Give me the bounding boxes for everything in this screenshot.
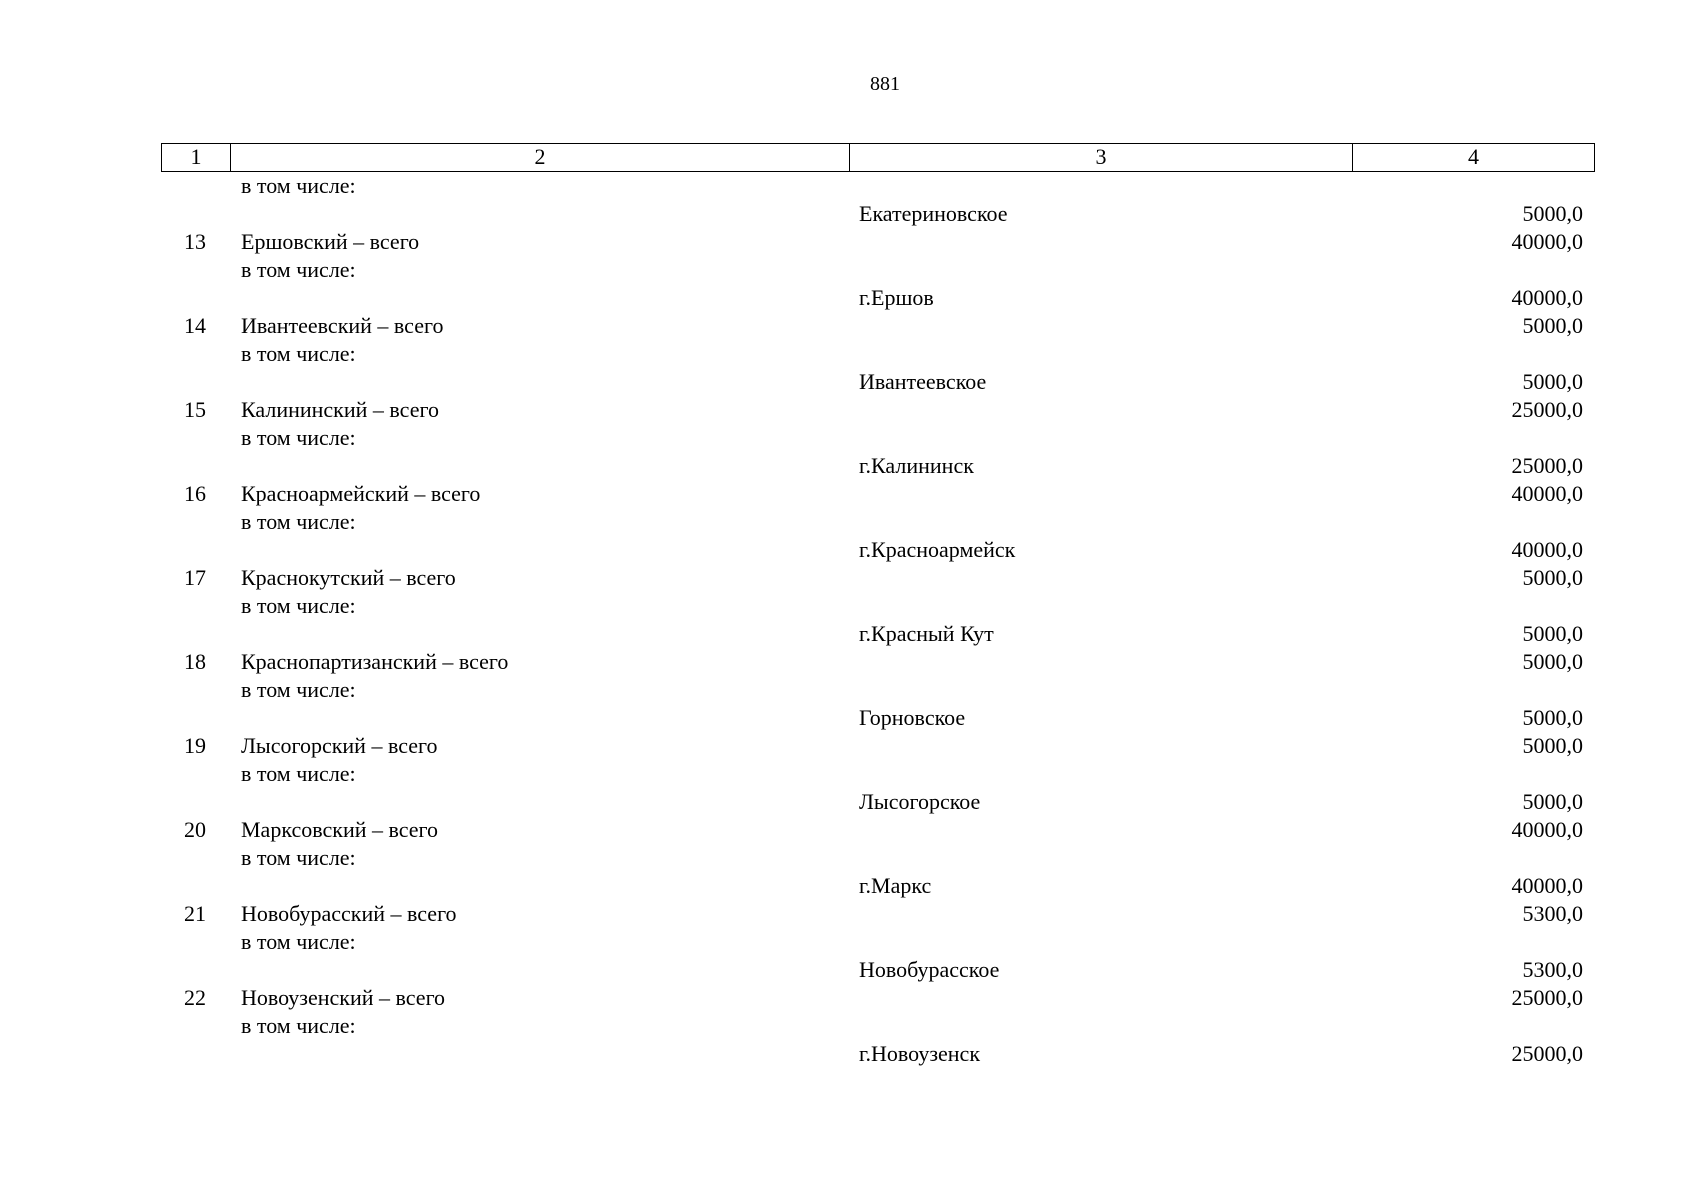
district-name: Краснопартизанский – всего (241, 649, 509, 674)
district-name: Лысогорский – всего (241, 733, 438, 758)
table-row (161, 816, 1595, 844)
district-name: в том числе: (241, 761, 356, 786)
table-row (161, 648, 1595, 676)
district-name: в том числе: (241, 257, 356, 282)
amount-value: 40000,0 (1511, 537, 1583, 562)
district-name: в том числе: (241, 509, 356, 534)
row-number: 14 (184, 313, 206, 338)
table-row (161, 536, 1595, 564)
table-row (161, 368, 1595, 396)
table-row (161, 928, 1595, 956)
amount-value: 40000,0 (1511, 285, 1583, 310)
district-name: в том числе: (241, 845, 356, 870)
table-row (161, 312, 1595, 340)
table-header (161, 143, 1595, 172)
row-number: 21 (184, 901, 206, 926)
district-name: Калининский – всего (241, 397, 439, 422)
row-number: 17 (184, 565, 206, 590)
amount-value: 5000,0 (1522, 313, 1583, 338)
column-header-2: 2 (230, 144, 849, 171)
column-header-4: 4 (1352, 144, 1594, 171)
table-row (161, 788, 1595, 816)
table-row (161, 676, 1595, 704)
settlement-name: Новобурасское (859, 957, 1000, 982)
table-row (161, 508, 1595, 536)
settlement-name: г.Новоузенск (859, 1041, 981, 1066)
district-name: Ивантеевский – всего (241, 313, 444, 338)
district-name: в том числе: (241, 173, 356, 198)
table-row (161, 900, 1595, 928)
amount-value: 5000,0 (1522, 201, 1583, 226)
district-name: в том числе: (241, 929, 356, 954)
table-row (161, 984, 1595, 1012)
settlement-name: г.Красноармейск (859, 537, 1016, 562)
table-row (161, 424, 1595, 452)
table-row (161, 452, 1595, 480)
district-name: Новоузенский – всего (241, 985, 446, 1010)
amount-value: 25000,0 (1511, 453, 1583, 478)
table-row (161, 1012, 1595, 1040)
page-number: 881 (870, 73, 900, 95)
table-row (161, 760, 1595, 788)
amount-value: 5300,0 (1522, 901, 1583, 926)
settlement-name: г.Маркс (859, 873, 932, 898)
district-name: в том числе: (241, 593, 356, 618)
row-number: 18 (184, 649, 206, 674)
settlement-name: г.Красный Кут (859, 621, 994, 646)
row-number: 13 (184, 229, 206, 254)
table-row (161, 200, 1595, 228)
table-row (161, 228, 1595, 256)
amount-value: 25000,0 (1511, 397, 1583, 422)
amount-value: 40000,0 (1511, 873, 1583, 898)
amount-value: 40000,0 (1511, 229, 1583, 254)
settlement-name: Горновское (859, 705, 966, 730)
settlement-name: Ивантеевское (859, 369, 987, 394)
table-row (161, 172, 1595, 200)
amount-value: 5000,0 (1522, 621, 1583, 646)
amount-value: 5300,0 (1522, 957, 1583, 982)
amount-value: 5000,0 (1522, 369, 1583, 394)
district-name: в том числе: (241, 341, 356, 366)
table-row (161, 620, 1595, 648)
table-row (161, 256, 1595, 284)
table-row (161, 704, 1595, 732)
table-row (161, 396, 1595, 424)
table-body (161, 172, 1595, 1068)
table-row (161, 340, 1595, 368)
district-name: Красноармейский – всего (241, 481, 481, 506)
district-name: Новобурасский – всего (241, 901, 457, 926)
amount-value: 5000,0 (1522, 789, 1583, 814)
row-number: 22 (184, 985, 206, 1010)
district-name: Ершовский – всего (241, 229, 420, 254)
table-row (161, 844, 1595, 872)
row-number: 16 (184, 481, 206, 506)
table-row (161, 284, 1595, 312)
district-name: в том числе: (241, 425, 356, 450)
district-name: в том числе: (241, 677, 356, 702)
settlement-name: г.Калининск (859, 453, 974, 478)
table-row (161, 956, 1595, 984)
table-row (161, 872, 1595, 900)
column-header-3: 3 (849, 144, 1352, 171)
amount-value: 5000,0 (1522, 565, 1583, 590)
row-number: 15 (184, 397, 206, 422)
column-header-1: 1 (190, 144, 202, 169)
district-name: Краснокутский – всего (241, 565, 456, 590)
table-row (161, 592, 1595, 620)
district-name: Марксовский – всего (241, 817, 439, 842)
amount-value: 40000,0 (1511, 481, 1583, 506)
amount-value: 25000,0 (1511, 1041, 1583, 1066)
district-name: в том числе: (241, 1013, 356, 1038)
table-row (161, 480, 1595, 508)
row-number: 19 (184, 733, 206, 758)
amount-value: 25000,0 (1511, 985, 1583, 1010)
row-number: 20 (184, 817, 206, 842)
settlement-name: Екатериновское (859, 201, 1008, 226)
table-row (161, 1040, 1595, 1068)
amount-value: 40000,0 (1511, 817, 1583, 842)
amount-value: 5000,0 (1522, 733, 1583, 758)
settlement-name: г.Ершов (859, 285, 934, 310)
amount-value: 5000,0 (1522, 705, 1583, 730)
amount-value: 5000,0 (1522, 649, 1583, 674)
table-row (161, 564, 1595, 592)
settlement-name: Лысогорское (859, 789, 981, 814)
table-row (161, 732, 1595, 760)
